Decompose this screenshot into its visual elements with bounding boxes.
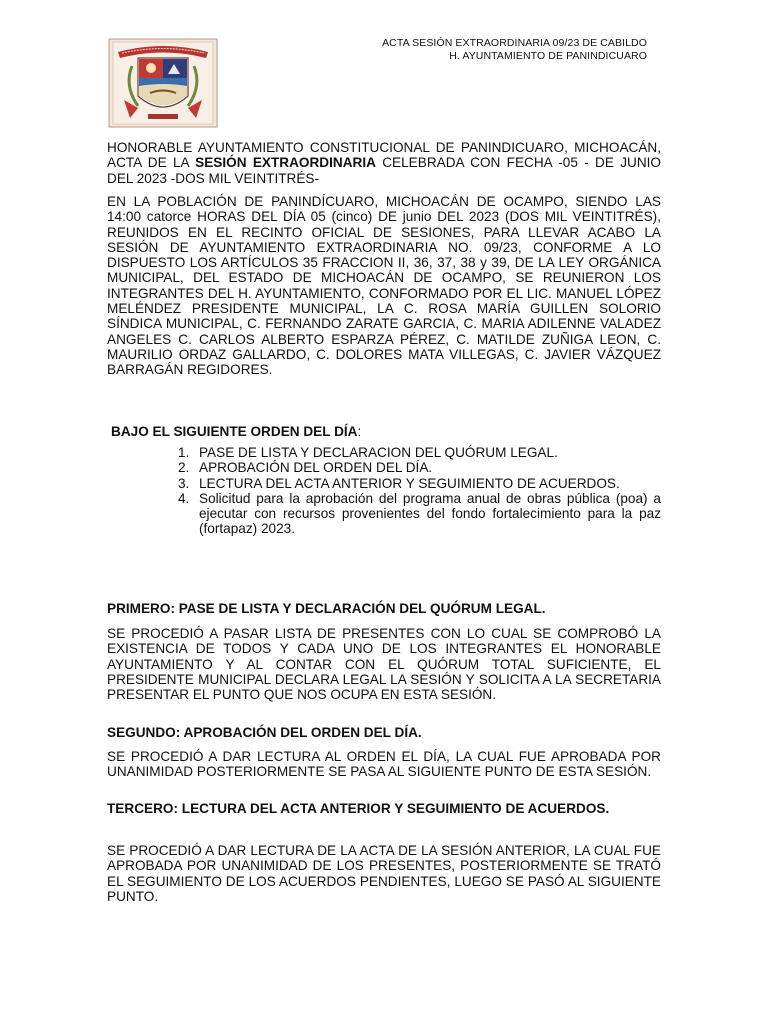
section-third-heading: TERCERO: LECTURA DEL ACTA ANTERIOR Y SEGUIMIENTO DE ACUERDOS.: [107, 801, 610, 816]
intro-session-type: SESIÓN EXTRAORDINARIA: [195, 155, 376, 171]
agenda-item-1: [176, 445, 661, 460]
intro-text-part1: HONORABLE AYUNTAMIENTO CONSTITUCIONAL DE PANINDICUARO, MICHOACÁN, ACTA DE LA: [107, 140, 661, 171]
agenda-item-text: PASE DE LISTA Y DECLARACION DEL QUÓRUM LEGAL.: [199, 445, 558, 460]
session-details-paragraph: EN LA POBLACIÓN DE PANINDÍCUARO, MICHOACÁN DE OCAMPO, SIENDO LAS 14:00 catorce HORAS DEL DÍA 05 (cinco) DE junio DEL 2023 (DOS MIL VEINTITRÉS), REUNIDOS EN EL RECINTO OFICIAL DE SESIONES, PARA LLEVAR ACABO LA SESIÓN DE AYUNTAMIENTO EXTRAORDINARIA NO. 09/23, CONFORME A LO DISPUESTO LOS ARTÍCULOS 35 FRACCION II, 36, 37, 38 y 39, DE LA LEY ORGÁNICA MUNICIPAL, DEL ESTADO DE MICHOACÁN DE OCAMPO, SE REUNIERON LOS INTEGRANTES DEL H. AYUNTAMIENTO, CONFORMADO POR EL LIC. MANUEL LÓPEZ MELÉNDEZ PRESIDENTE MUNICIPAL, LA C. ROSA MARÍA GUILLEN SOLORIO SÍNDICA MUNICIPAL, C. FERNANDO ZARATE GARCIA, C. MARIA ADILENNE VALADEZ ANGELES C. CARLOS ALBERTO ESPARZA PÉREZ, C. MATILDE ZUÑIGA LEON, C. MAURILIO ORDAZ GALLARDO, C. DOLORES MATA VILLEGAS, C. JAVIER VÁZQUEZ BARRAGÁN REGIDORES.: [107, 194, 661, 378]
agenda-item-text: LECTURA DEL ACTA ANTERIOR Y SEGUIMIENTO DE ACUERDOS.: [199, 475, 620, 491]
agenda-title-colon: :: [357, 424, 362, 439]
document-header: [382, 37, 647, 62]
section-first-body: SE PROCEDIÓ A PASAR LISTA DE PRESENTES CON LO CUAL SE COMPROBÓ LA EXISTENCIA DE TODOS Y CADA UNO DE LOS INTEGRANTES EL HONORABLE AYUNTAMIENTO Y AL CONTAR CON EL QUÓRUM TOTAL SUFICIENTE, EL PRESIDENTE MUNICIPAL DECLARA LEGAL LA SESIÓN Y SOLICITA A LA SECRETARIA PRESENTAR EL PUNTO QUE NOS OCUPA EN ESTA SESIÓN.: [107, 626, 661, 703]
section-second-body: SE PROCEDIÓ A DAR LECTURA AL ORDEN EL DÍA, LA CUAL FUE APROBADA POR UNANIMIDAD POSTERIORMENTE SE PASA AL SIGUIENTE PUNTO DE ESTA SESIÓN.: [107, 749, 661, 780]
municipal-coat-of-arms-icon: [108, 38, 218, 128]
section-second-heading: SEGUNDO: APROBACIÓN DEL ORDEN DEL DÍA.: [107, 725, 422, 740]
intro-text-part2: CELEBRADA CON FECHA -05 - DE JUNIO DEL 2023 -DOS MIL VEINTITRÉS-: [107, 155, 661, 186]
section-third-body: SE PROCEDIÓ A DAR LECTURA DE LA ACTA DE LA SESIÓN ANTERIOR, LA CUAL FUE APROBADA POR UNANIMIDAD DE LOS PRESENTES, POSTERIORMENTE SE TRATÓ EL SEGUIMIENTO DE LOS ACUERDOS PENDIENTES, LUEGO SE PASÓ AL SIGUIENTE PUNTO.: [107, 843, 661, 904]
agenda-item-number: 2.: [178, 460, 190, 476]
agenda-title: [111, 424, 361, 439]
agenda-item-text: APROBACIÓN DEL ORDEN DEL DÍA.: [199, 460, 433, 476]
agenda-item-4: [176, 491, 661, 537]
agenda-item-3: [176, 476, 661, 491]
agenda-item-text: Solicitud para la aprobación del programa anual de obras pública (poa) a ejecutar con recursos provenientes del fondo fortalecimiento para la paz (fortapaz) 2023.: [199, 490, 661, 537]
section-first-heading: PRIMERO: PASE DE LISTA Y DECLARACIÓN DEL QUÓRUM LEGAL.: [107, 601, 546, 616]
header-line-1: ACTA SESIÓN EXTRAORDINARIA 09/23 DE CABILDO: [382, 37, 647, 49]
agenda-title-text: BAJO EL SIGUIENTE ORDEN DEL DÍA: [111, 424, 358, 439]
agenda-list: [176, 445, 661, 537]
agenda-item-number: 4.: [178, 490, 190, 506]
header-line-2: H. AYUNTAMIENTO DE PANINDICUARO: [449, 49, 647, 62]
agenda-item-number: 1.: [178, 445, 190, 460]
agenda-item-2: [176, 460, 661, 475]
agenda-item-number: 3.: [178, 475, 190, 491]
intro-paragraph: [107, 140, 661, 186]
